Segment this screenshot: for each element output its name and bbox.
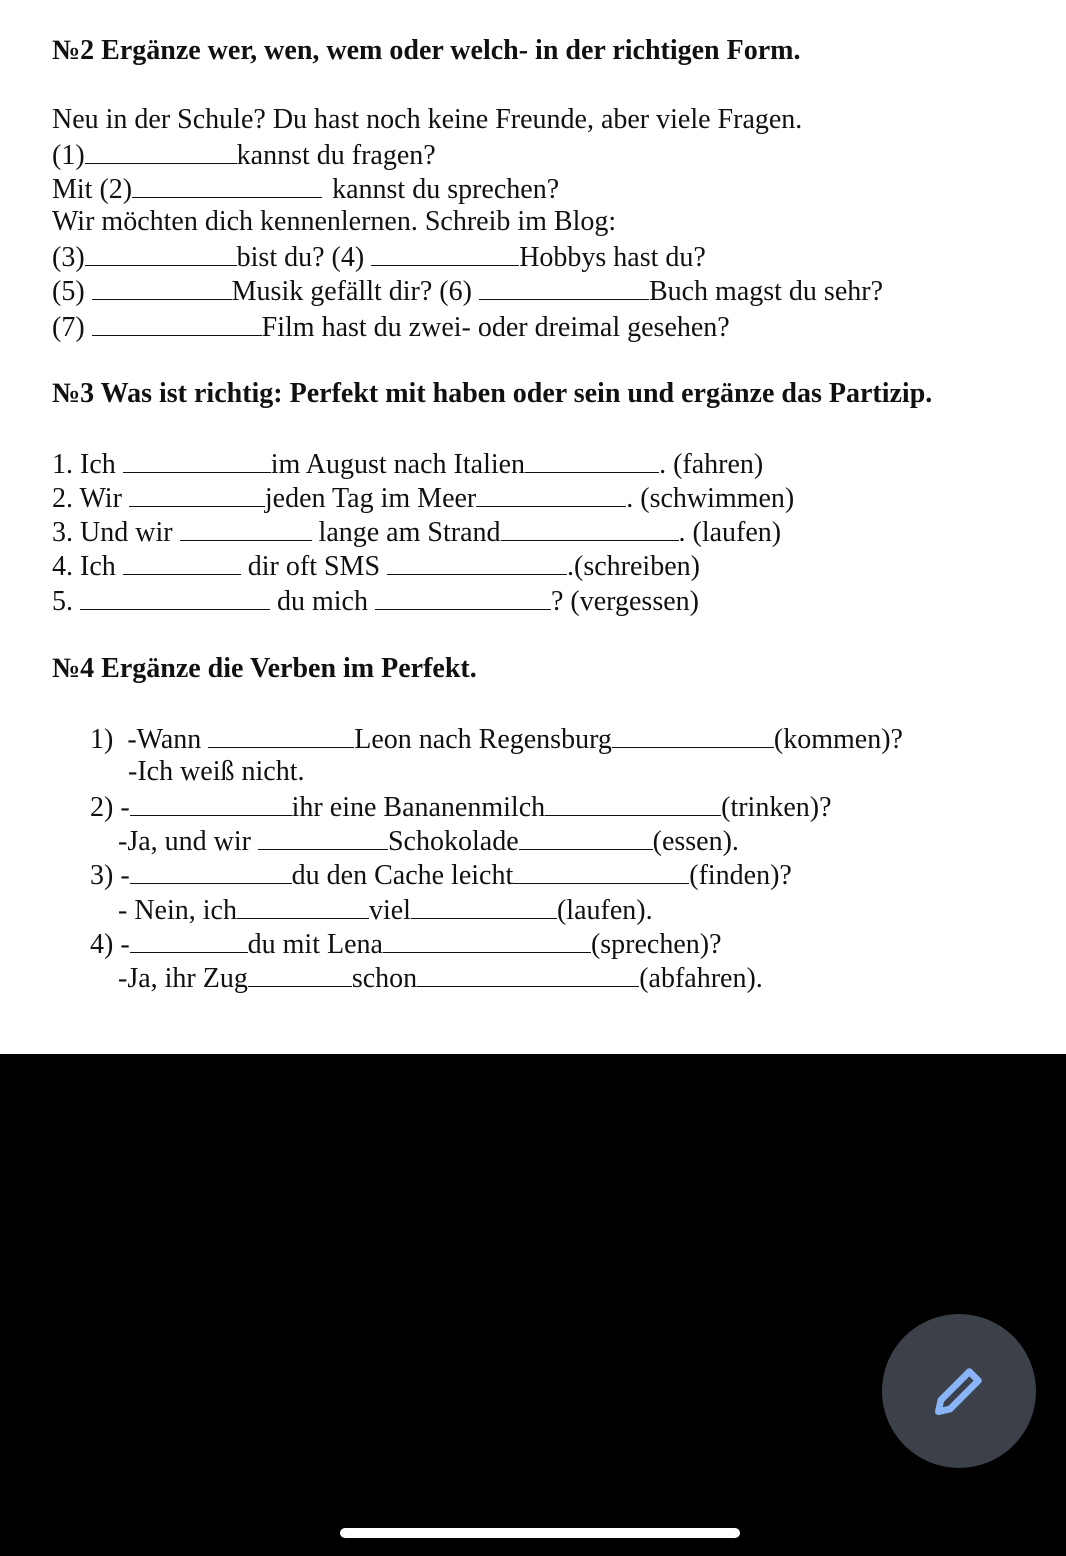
exercise-4-question-1: 1) -Wann Leon nach Regensburg (kommen)?: [90, 721, 903, 757]
exercise-4-answer-2: -Ja, und wir Schokolade (essen).: [118, 823, 739, 859]
edit-button[interactable]: [882, 1314, 1036, 1468]
exercise-3-item-5: 5. du mich ? (vergessen): [52, 583, 699, 619]
exercise-3-item-1: 1. Ich im August nach Italien . (fahren): [52, 446, 763, 482]
exercise-2-heading: №2 Ergänze wer, wen, wem oder welch- in der richtigen Form.: [52, 35, 801, 66]
exercise-3-item-3: 3. Und wir lange am Strand . (laufen): [52, 514, 781, 550]
exercise-2-line-5: (5) Musik gefällt dir? (6) Buch magst du sehr?: [52, 273, 883, 309]
pencil-icon: [928, 1360, 990, 1422]
exercise-4-question-4: 4) - du mit Lena (sprechen)?: [90, 926, 722, 962]
exercise-4-question-3: 3) - du den Cache leicht (finden)?: [90, 857, 792, 893]
exercise-4-question-2: 2) - ihr eine Bananenmilch (trinken)?: [90, 789, 832, 825]
exercise-2-intro: Neu in der Schule? Du hast noch keine Freunde, aber viele Fragen.: [52, 104, 803, 135]
exercise-2-line-1: (1) kannst du fragen?: [52, 137, 436, 173]
exercise-2-line-3: Wir möchten dich kennenlernen. Schreib im Blog:: [52, 206, 617, 237]
exercise-2-line-6: (7) Film hast du zwei- oder dreimal gesehen?: [52, 309, 730, 345]
exercise-3-heading: №3 Was ist richtig: Perfekt mit haben oder sein und ergänze das Partizip.: [52, 378, 933, 409]
exercise-4-answer-3: - Nein, ich viel (laufen).: [118, 892, 653, 928]
exercise-3-item-2: 2. Wir jeden Tag im Meer . (schwimmen): [52, 480, 794, 516]
exercise-2-line-2: Mit (2) kannst du sprechen?: [52, 171, 559, 207]
exercise-4-answer-1: -Ich weiß nicht.: [128, 756, 305, 787]
exercise-4-answer-4: -Ja, ihr Zug schon (abfahren).: [118, 960, 763, 996]
exercise-3-item-4: 4. Ich dir oft SMS .(schreiben): [52, 548, 700, 584]
exercise-2-line-4: (3) bist du? (4) Hobbys hast du?: [52, 239, 706, 275]
exercise-4-heading: №4 Ergänze die Verben im Perfekt.: [52, 653, 477, 684]
home-indicator[interactable]: [340, 1528, 740, 1538]
